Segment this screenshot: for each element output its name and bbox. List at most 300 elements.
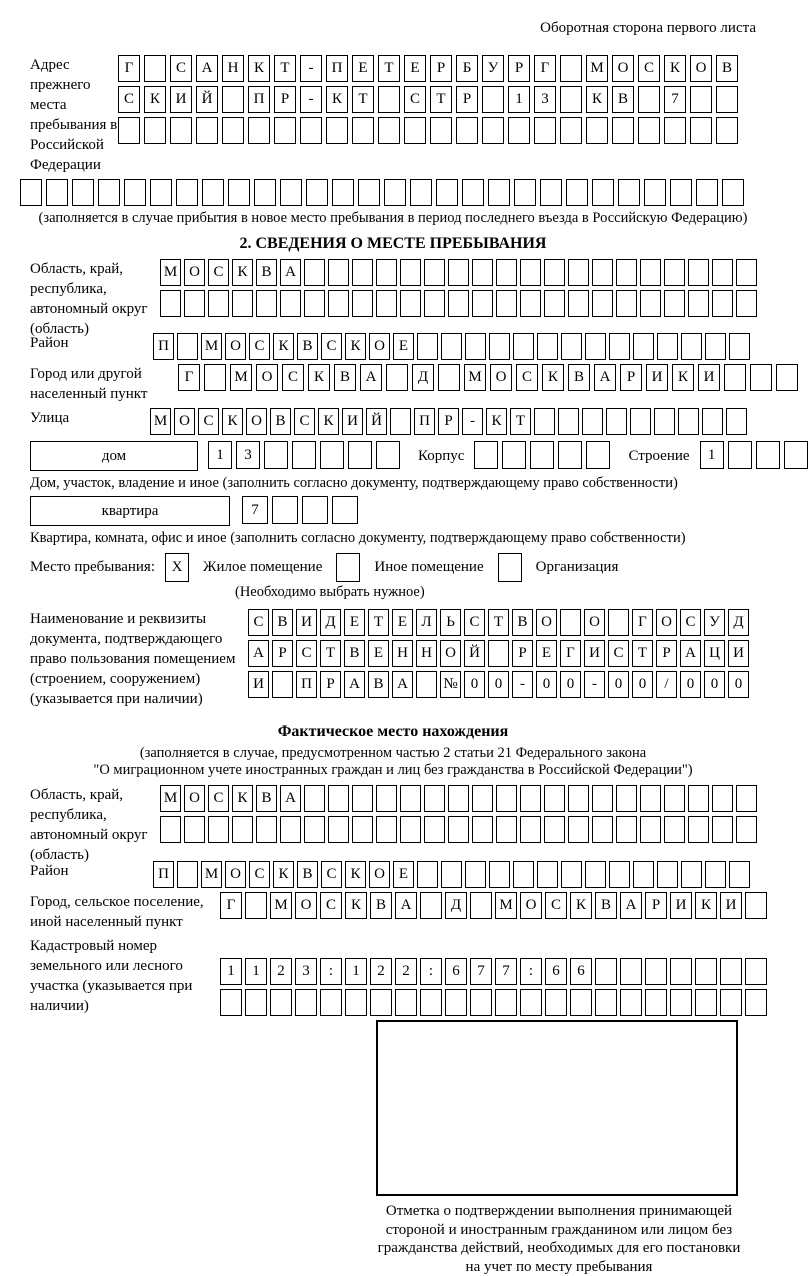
char-box[interactable]: [678, 408, 699, 435]
char-box[interactable]: С: [249, 861, 270, 888]
char-box[interactable]: [46, 179, 68, 206]
char-box[interactable]: О: [520, 892, 542, 919]
char-box[interactable]: [561, 861, 582, 888]
char-box[interactable]: А: [248, 640, 269, 667]
char-box[interactable]: В: [256, 259, 277, 286]
char-box[interactable]: [420, 892, 442, 919]
char-box[interactable]: [472, 785, 493, 812]
char-box[interactable]: [537, 861, 558, 888]
char-box[interactable]: Т: [320, 640, 341, 667]
char-box[interactable]: К: [345, 861, 366, 888]
char-box[interactable]: 2: [395, 958, 417, 985]
char-box[interactable]: М: [495, 892, 517, 919]
char-box[interactable]: 7: [470, 958, 492, 985]
char-box[interactable]: Р: [656, 640, 677, 667]
char-box[interactable]: С: [248, 609, 269, 636]
char-box[interactable]: [222, 86, 244, 113]
char-box[interactable]: Ц: [704, 640, 725, 667]
char-box[interactable]: [378, 117, 400, 144]
char-box[interactable]: П: [248, 86, 270, 113]
char-box[interactable]: 0: [704, 671, 725, 698]
char-box[interactable]: [280, 290, 301, 317]
char-box[interactable]: В: [256, 785, 277, 812]
char-box[interactable]: [616, 785, 637, 812]
char-box[interactable]: [729, 861, 750, 888]
char-box[interactable]: [716, 117, 738, 144]
char-box[interactable]: Т: [510, 408, 531, 435]
char-box[interactable]: [184, 816, 205, 843]
char-box[interactable]: 1: [700, 441, 724, 469]
char-box[interactable]: [272, 671, 293, 698]
char-box[interactable]: [328, 785, 349, 812]
char-box[interactable]: [448, 290, 469, 317]
char-box[interactable]: [144, 117, 166, 144]
char-box[interactable]: И: [342, 408, 363, 435]
char-box[interactable]: С: [198, 408, 219, 435]
char-box[interactable]: [424, 785, 445, 812]
char-box[interactable]: 0: [560, 671, 581, 698]
char-box[interactable]: К: [345, 892, 367, 919]
char-box[interactable]: В: [334, 364, 356, 391]
char-box[interactable]: Й: [366, 408, 387, 435]
char-box[interactable]: [496, 816, 517, 843]
char-box[interactable]: [352, 117, 374, 144]
char-box[interactable]: О: [369, 861, 390, 888]
char-box[interactable]: [750, 364, 772, 391]
char-box[interactable]: [530, 441, 554, 469]
char-box[interactable]: 2: [270, 958, 292, 985]
char-box[interactable]: [348, 441, 372, 469]
char-box[interactable]: [395, 989, 417, 1016]
char-box[interactable]: К: [308, 364, 330, 391]
char-box[interactable]: [633, 333, 654, 360]
char-box[interactable]: 1: [220, 958, 242, 985]
char-box[interactable]: [376, 816, 397, 843]
char-box[interactable]: [144, 55, 166, 82]
char-box[interactable]: [736, 290, 757, 317]
checkbox-zhiloe[interactable]: X: [165, 553, 189, 582]
char-box[interactable]: К: [664, 55, 686, 82]
char-box[interactable]: [470, 989, 492, 1016]
char-box[interactable]: С: [516, 364, 538, 391]
char-box[interactable]: С: [249, 333, 270, 360]
char-box[interactable]: 3: [534, 86, 556, 113]
char-box[interactable]: [222, 117, 244, 144]
char-box[interactable]: [724, 364, 746, 391]
char-box[interactable]: Г: [632, 609, 653, 636]
char-box[interactable]: С: [296, 640, 317, 667]
char-box[interactable]: Г: [118, 55, 140, 82]
char-box[interactable]: С: [608, 640, 629, 667]
char-box[interactable]: [690, 117, 712, 144]
char-box[interactable]: [756, 441, 780, 469]
char-box[interactable]: [745, 892, 767, 919]
char-box[interactable]: [465, 861, 486, 888]
char-box[interactable]: С: [294, 408, 315, 435]
char-box[interactable]: Е: [393, 333, 414, 360]
char-box[interactable]: О: [225, 861, 246, 888]
char-box[interactable]: [184, 290, 205, 317]
char-box[interactable]: -: [300, 55, 322, 82]
char-box[interactable]: [670, 958, 692, 985]
char-box[interactable]: [378, 86, 400, 113]
char-box[interactable]: [376, 785, 397, 812]
char-box[interactable]: [448, 259, 469, 286]
char-box[interactable]: К: [542, 364, 564, 391]
char-box[interactable]: [595, 958, 617, 985]
char-box[interactable]: П: [326, 55, 348, 82]
char-box[interactable]: [118, 117, 140, 144]
char-box[interactable]: П: [296, 671, 317, 698]
char-box[interactable]: [328, 816, 349, 843]
char-box[interactable]: [664, 259, 685, 286]
char-box[interactable]: [695, 958, 717, 985]
char-box[interactable]: [695, 989, 717, 1016]
char-box[interactable]: [670, 989, 692, 1016]
char-box[interactable]: [254, 179, 276, 206]
char-box[interactable]: [352, 259, 373, 286]
char-box[interactable]: [630, 408, 651, 435]
char-box[interactable]: И: [646, 364, 668, 391]
char-box[interactable]: [616, 816, 637, 843]
char-box[interactable]: В: [272, 609, 293, 636]
char-box[interactable]: Й: [196, 86, 218, 113]
char-box[interactable]: [568, 816, 589, 843]
char-box[interactable]: [358, 179, 380, 206]
char-box[interactable]: К: [232, 785, 253, 812]
char-box[interactable]: [420, 989, 442, 1016]
char-box[interactable]: И: [296, 609, 317, 636]
char-box[interactable]: [345, 989, 367, 1016]
char-box[interactable]: [352, 785, 373, 812]
char-box[interactable]: [638, 117, 660, 144]
char-box[interactable]: С: [320, 892, 342, 919]
char-box[interactable]: [520, 259, 541, 286]
char-box[interactable]: [722, 179, 744, 206]
char-box[interactable]: [645, 958, 667, 985]
char-box[interactable]: [416, 671, 437, 698]
char-box[interactable]: [328, 259, 349, 286]
char-box[interactable]: И: [728, 640, 749, 667]
char-box[interactable]: [292, 441, 316, 469]
char-box[interactable]: А: [344, 671, 365, 698]
char-box[interactable]: 0: [680, 671, 701, 698]
char-box[interactable]: [264, 441, 288, 469]
char-box[interactable]: [280, 179, 302, 206]
char-box[interactable]: Е: [352, 55, 374, 82]
char-box[interactable]: [472, 290, 493, 317]
char-box[interactable]: М: [160, 785, 181, 812]
char-box[interactable]: К: [672, 364, 694, 391]
char-box[interactable]: [640, 290, 661, 317]
char-box[interactable]: [681, 861, 702, 888]
char-box[interactable]: [430, 117, 452, 144]
char-box[interactable]: [534, 408, 555, 435]
char-box[interactable]: С: [321, 333, 342, 360]
char-box[interactable]: О: [490, 364, 512, 391]
char-box[interactable]: С: [170, 55, 192, 82]
char-box[interactable]: 2: [370, 958, 392, 985]
char-box[interactable]: [745, 989, 767, 1016]
char-box[interactable]: [520, 989, 542, 1016]
char-box[interactable]: [248, 117, 270, 144]
char-box[interactable]: 0: [488, 671, 509, 698]
char-box[interactable]: [560, 117, 582, 144]
char-box[interactable]: [545, 989, 567, 1016]
char-box[interactable]: О: [184, 785, 205, 812]
char-box[interactable]: Е: [393, 861, 414, 888]
char-box[interactable]: В: [297, 861, 318, 888]
char-box[interactable]: [544, 259, 565, 286]
char-box[interactable]: А: [392, 671, 413, 698]
char-box[interactable]: [585, 333, 606, 360]
char-box[interactable]: [640, 259, 661, 286]
char-box[interactable]: [664, 117, 686, 144]
char-box[interactable]: 6: [445, 958, 467, 985]
char-box[interactable]: [640, 785, 661, 812]
char-box[interactable]: [424, 290, 445, 317]
char-box[interactable]: [320, 989, 342, 1016]
char-box[interactable]: [438, 364, 460, 391]
char-box[interactable]: Н: [392, 640, 413, 667]
char-box[interactable]: С: [282, 364, 304, 391]
char-box[interactable]: О: [184, 259, 205, 286]
char-box[interactable]: 7: [495, 958, 517, 985]
char-box[interactable]: :: [520, 958, 542, 985]
char-box[interactable]: [270, 989, 292, 1016]
char-box[interactable]: Р: [456, 86, 478, 113]
char-box[interactable]: [592, 816, 613, 843]
char-box[interactable]: [568, 290, 589, 317]
char-box[interactable]: Н: [222, 55, 244, 82]
char-box[interactable]: [609, 333, 630, 360]
char-box[interactable]: [488, 640, 509, 667]
char-box[interactable]: [776, 364, 798, 391]
char-box[interactable]: [441, 861, 462, 888]
char-box[interactable]: О: [225, 333, 246, 360]
char-box[interactable]: [570, 989, 592, 1016]
char-box[interactable]: [654, 408, 675, 435]
char-box[interactable]: О: [174, 408, 195, 435]
char-box[interactable]: [304, 816, 325, 843]
char-box[interactable]: Б: [456, 55, 478, 82]
char-box[interactable]: [496, 259, 517, 286]
char-box[interactable]: [20, 179, 42, 206]
char-box[interactable]: [745, 958, 767, 985]
char-box[interactable]: [376, 259, 397, 286]
char-box[interactable]: [688, 785, 709, 812]
char-box[interactable]: [736, 259, 757, 286]
char-box[interactable]: [295, 989, 317, 1016]
char-box[interactable]: :: [420, 958, 442, 985]
char-box[interactable]: И: [170, 86, 192, 113]
char-box[interactable]: [586, 117, 608, 144]
char-box[interactable]: [716, 86, 738, 113]
char-box[interactable]: [495, 989, 517, 1016]
char-box[interactable]: Е: [368, 640, 389, 667]
char-box[interactable]: [304, 290, 325, 317]
char-box[interactable]: 7: [242, 496, 268, 524]
char-box[interactable]: [176, 179, 198, 206]
char-box[interactable]: [592, 785, 613, 812]
char-box[interactable]: [784, 441, 808, 469]
char-box[interactable]: [256, 290, 277, 317]
char-box[interactable]: [472, 259, 493, 286]
char-box[interactable]: [560, 86, 582, 113]
char-box[interactable]: И: [670, 892, 692, 919]
char-box[interactable]: [705, 333, 726, 360]
char-box[interactable]: [520, 785, 541, 812]
char-box[interactable]: Г: [220, 892, 242, 919]
char-box[interactable]: [232, 816, 253, 843]
char-box[interactable]: [400, 290, 421, 317]
char-box[interactable]: [448, 816, 469, 843]
char-box[interactable]: [606, 408, 627, 435]
char-box[interactable]: [609, 861, 630, 888]
char-box[interactable]: [220, 989, 242, 1016]
char-box[interactable]: М: [201, 861, 222, 888]
char-box[interactable]: [300, 117, 322, 144]
char-box[interactable]: /: [656, 671, 677, 698]
char-box[interactable]: [370, 989, 392, 1016]
checkbox-inoe[interactable]: [336, 553, 360, 582]
char-box[interactable]: [540, 179, 562, 206]
char-box[interactable]: [561, 333, 582, 360]
char-box[interactable]: [410, 179, 432, 206]
char-box[interactable]: [712, 259, 733, 286]
char-box[interactable]: [390, 408, 411, 435]
char-box[interactable]: Е: [404, 55, 426, 82]
char-box[interactable]: [472, 816, 493, 843]
char-box[interactable]: Т: [632, 640, 653, 667]
char-box[interactable]: И: [248, 671, 269, 698]
char-box[interactable]: [204, 364, 226, 391]
char-box[interactable]: О: [256, 364, 278, 391]
char-box[interactable]: [98, 179, 120, 206]
char-box[interactable]: [688, 290, 709, 317]
char-box[interactable]: А: [620, 892, 642, 919]
char-box[interactable]: М: [160, 259, 181, 286]
char-box[interactable]: [404, 117, 426, 144]
char-box[interactable]: [332, 496, 358, 524]
char-box[interactable]: В: [612, 86, 634, 113]
char-box[interactable]: [664, 816, 685, 843]
char-box[interactable]: [445, 989, 467, 1016]
char-box[interactable]: [664, 785, 685, 812]
char-box[interactable]: В: [297, 333, 318, 360]
char-box[interactable]: К: [273, 333, 294, 360]
char-box[interactable]: -: [584, 671, 605, 698]
char-box[interactable]: 6: [570, 958, 592, 985]
char-box[interactable]: О: [536, 609, 557, 636]
char-box[interactable]: А: [594, 364, 616, 391]
char-box[interactable]: К: [695, 892, 717, 919]
char-box[interactable]: [544, 290, 565, 317]
char-box[interactable]: [705, 861, 726, 888]
char-box[interactable]: А: [360, 364, 382, 391]
char-box[interactable]: М: [150, 408, 171, 435]
char-box[interactable]: А: [280, 785, 301, 812]
char-box[interactable]: [489, 333, 510, 360]
char-box[interactable]: 6: [545, 958, 567, 985]
char-box[interactable]: [474, 441, 498, 469]
char-box[interactable]: [352, 816, 373, 843]
char-box[interactable]: [208, 816, 229, 843]
char-box[interactable]: 0: [728, 671, 749, 698]
char-box[interactable]: Р: [512, 640, 533, 667]
char-box[interactable]: 0: [464, 671, 485, 698]
char-box[interactable]: К: [586, 86, 608, 113]
char-box[interactable]: [400, 785, 421, 812]
char-box[interactable]: Т: [488, 609, 509, 636]
char-box[interactable]: О: [584, 609, 605, 636]
char-box[interactable]: [489, 861, 510, 888]
char-box[interactable]: В: [595, 892, 617, 919]
char-box[interactable]: 1: [245, 958, 267, 985]
char-box[interactable]: [496, 290, 517, 317]
char-box[interactable]: Д: [412, 364, 434, 391]
char-box[interactable]: К: [486, 408, 507, 435]
char-box[interactable]: И: [584, 640, 605, 667]
char-box[interactable]: [456, 117, 478, 144]
char-box[interactable]: [670, 179, 692, 206]
char-box[interactable]: У: [704, 609, 725, 636]
char-box[interactable]: А: [395, 892, 417, 919]
char-box[interactable]: [568, 785, 589, 812]
char-box[interactable]: [712, 785, 733, 812]
char-box[interactable]: [488, 179, 510, 206]
char-box[interactable]: [712, 816, 733, 843]
char-box[interactable]: 1: [208, 441, 232, 469]
char-box[interactable]: М: [586, 55, 608, 82]
char-box[interactable]: [592, 290, 613, 317]
char-box[interactable]: Т: [378, 55, 400, 82]
char-box[interactable]: [465, 333, 486, 360]
char-box[interactable]: [657, 861, 678, 888]
char-box[interactable]: [612, 117, 634, 144]
char-box[interactable]: П: [414, 408, 435, 435]
char-box[interactable]: С: [680, 609, 701, 636]
char-box[interactable]: В: [512, 609, 533, 636]
char-box[interactable]: [544, 816, 565, 843]
char-box[interactable]: У: [482, 55, 504, 82]
char-box[interactable]: П: [153, 333, 174, 360]
char-box[interactable]: Р: [430, 55, 452, 82]
char-box[interactable]: [177, 861, 198, 888]
char-box[interactable]: О: [612, 55, 634, 82]
char-box[interactable]: [664, 290, 685, 317]
char-box[interactable]: [376, 441, 400, 469]
char-box[interactable]: [232, 290, 253, 317]
char-box[interactable]: Р: [320, 671, 341, 698]
char-box[interactable]: К: [222, 408, 243, 435]
char-box[interactable]: [558, 408, 579, 435]
char-box[interactable]: [256, 816, 277, 843]
char-box[interactable]: [644, 179, 666, 206]
char-box[interactable]: [177, 333, 198, 360]
char-box[interactable]: Г: [534, 55, 556, 82]
char-box[interactable]: Р: [508, 55, 530, 82]
char-box[interactable]: [696, 179, 718, 206]
char-box[interactable]: Т: [352, 86, 374, 113]
char-box[interactable]: [633, 861, 654, 888]
char-box[interactable]: [560, 55, 582, 82]
char-box[interactable]: М: [201, 333, 222, 360]
char-box[interactable]: К: [273, 861, 294, 888]
char-box[interactable]: М: [230, 364, 252, 391]
char-box[interactable]: С: [208, 259, 229, 286]
char-box[interactable]: [508, 117, 530, 144]
